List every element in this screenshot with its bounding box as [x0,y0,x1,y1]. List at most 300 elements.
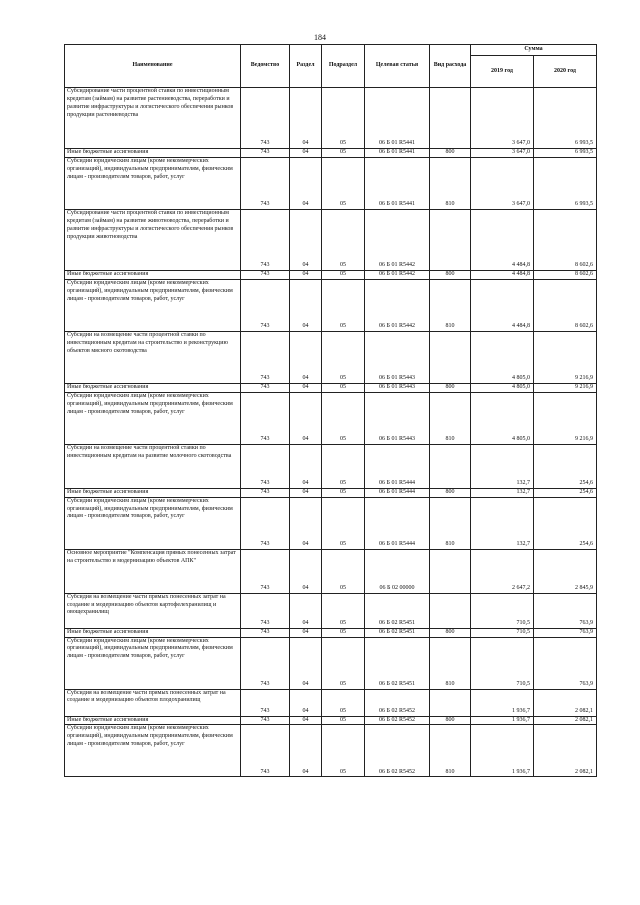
row-value-2019 [471,149,534,158]
row-target [365,488,430,497]
row-department-text: 743 [260,270,270,277]
row-target-text: 06 Б 01 R5444 [379,488,415,495]
row-section-text: 04 [302,374,309,381]
row-target [365,593,430,628]
row-value-2020 [534,444,597,488]
row-value-2020-text: 2 082,1 [575,707,593,714]
row-subsection-text: 05 [340,488,346,495]
row-name [65,637,241,689]
table-row [65,497,597,549]
row-name [65,549,241,593]
row-name [65,279,241,331]
row-value-2020-text: 6 993,5 [575,149,593,155]
table-row [65,209,597,270]
row-target-text: 06 Б 01 R5444 [379,540,415,547]
row-name-text: Иные бюджетные ассигнования [67,383,149,390]
row-section [290,149,322,158]
header-year-2020: 2020 год [534,56,597,88]
row-value-2019-text: 4 805,0 [512,383,530,390]
row-subsection-text: 05 [340,201,346,207]
row-section-text: 04 [302,619,309,626]
row-section-text: 04 [302,435,309,442]
row-value-2020-text: 6 993,5 [575,140,593,147]
header-expense-type: Вид расхода [430,45,471,88]
row-value-2019 [471,444,534,488]
row-department [241,331,290,383]
row-name-text: Иные бюджетные ассигнования [67,149,149,155]
row-name-text: Основное мероприятие "Компенсация прямых понесенных затрат на строительство и модернизацию объектов АПК" [67,549,236,564]
row-value-2019 [471,279,534,331]
row-section [290,549,322,593]
row-department [241,488,290,497]
row-expense-type-text: 800 [445,628,455,635]
row-section-text: 04 [302,584,309,591]
row-section-text: 04 [302,270,309,277]
row-value-2019-text: 710,5 [516,619,530,626]
row-target-text: 06 Б 02 R5452 [379,768,415,775]
row-name-text: Иные бюджетные ассигнования [67,716,149,723]
row-subsection [322,392,365,444]
row-expense-type-text: 800 [445,270,455,277]
table-body [65,88,597,777]
row-value-2020-text: 254,6 [579,540,593,547]
row-section-text: 04 [302,140,309,147]
row-subsection [322,444,365,488]
row-department-text: 743 [260,768,270,775]
row-value-2020-text: 254,6 [579,479,593,486]
row-target-text: 06 Б 01 R5444 [379,479,415,486]
row-expense-type [430,88,471,149]
row-target-text: 06 Б 01 R5441 [379,140,415,147]
row-value-2020-text: 8 602,6 [575,270,593,277]
row-value-2019 [471,716,534,725]
row-value-2020 [534,157,597,209]
table-row [65,689,597,716]
row-expense-type [430,331,471,383]
row-name-text: Иные бюджетные ассигнования [67,488,149,495]
row-target [365,279,430,331]
row-name-text: Субсидия на возмещение части прямых понесенных затрат на создание и модернизацию объектов плодохранилищ [67,689,226,704]
row-name [65,444,241,488]
row-value-2020-text: 763,9 [579,619,593,626]
row-expense-type [430,628,471,637]
row-department-text: 743 [260,140,270,147]
row-target-text: 06 Б 01 R5441 [379,149,415,155]
row-name [65,392,241,444]
row-department [241,628,290,637]
row-subsection-text: 05 [340,479,346,486]
row-name-text: Субсидии юридическим лицам (кроме некоммерческих организаций), индивидуальным предпринимателям, физическим лицам - производителям товаров, работ, услуг [67,279,233,302]
row-name-text: Иные бюджетные ассигнования [67,628,149,635]
row-subsection [322,149,365,158]
row-expense-type-text: 800 [445,383,455,390]
table-row [65,716,597,725]
row-department-text: 743 [260,479,270,486]
row-value-2019-text: 4 805,0 [512,435,530,442]
row-target [365,392,430,444]
row-department [241,549,290,593]
row-department [241,716,290,725]
row-subsection-text: 05 [340,262,346,268]
row-name-text: Субсидирование части процентной ставки по инвестиционным кредитам (займам) на развитие растениеводства, переработки и развитие инфраструктуры и логистического обеспечения рынков продукции растениеводства [67,88,234,118]
row-expense-type [430,488,471,497]
row-value-2020 [534,149,597,158]
row-section-text: 04 [302,383,309,390]
row-section-text: 04 [302,322,309,329]
row-value-2020 [534,270,597,279]
row-section [290,331,322,383]
row-target-text: 06 Б 02 00000 [379,584,415,591]
table-row [65,279,597,331]
row-department [241,157,290,209]
page-number: 184 [314,33,326,42]
row-value-2019-text: 4 484,8 [512,270,530,277]
row-section-text: 04 [302,262,309,268]
row-value-2020 [534,383,597,392]
table-row [65,392,597,444]
row-subsection-text: 05 [340,322,346,329]
row-subsection [322,488,365,497]
row-expense-type-text: 810 [445,201,455,207]
row-subsection-text: 05 [340,768,346,775]
row-target [365,549,430,593]
row-department-text: 743 [260,707,270,714]
row-subsection [322,689,365,716]
row-expense-type [430,149,471,158]
row-section [290,392,322,444]
row-value-2020-text: 2 082,1 [575,716,593,723]
row-value-2020 [534,689,597,716]
row-expense-type [430,392,471,444]
row-department-text: 743 [260,383,270,390]
row-department-text: 743 [260,680,270,687]
row-value-2019-text: 132,7 [516,540,530,547]
row-subsection [322,279,365,331]
row-target-text: 06 Б 01 R5443 [379,374,415,381]
row-department [241,689,290,716]
row-section [290,725,322,777]
table-row [65,331,597,383]
row-expense-type [430,593,471,628]
row-department [241,392,290,444]
row-name [65,716,241,725]
row-name [65,593,241,628]
row-subsection-text: 05 [340,707,346,714]
row-expense-type [430,383,471,392]
row-subsection-text: 05 [340,435,346,442]
row-subsection-text: 05 [340,628,346,635]
header-name: Наименование [65,45,241,88]
row-target-text: 06 Б 01 R5442 [379,270,415,277]
row-target-text: 06 Б 01 R5442 [379,322,415,329]
row-target-text: 06 Б 02 R5452 [379,707,415,714]
table-row [65,383,597,392]
row-subsection [322,209,365,270]
row-value-2019-text: 3 647,0 [512,201,530,207]
row-name-text: Субсидии на возмещение части процентной ставки по инвестиционным кредитам на развитие молочного скотоводства [67,444,232,459]
row-department-text: 743 [260,374,270,381]
row-expense-type [430,637,471,689]
row-value-2019 [471,383,534,392]
row-value-2020-text: 2 845,9 [575,584,593,591]
row-department [241,497,290,549]
row-subsection [322,497,365,549]
row-section-text: 04 [302,768,309,775]
header-target: Целевая статья [365,45,430,88]
row-value-2019-text: 1 936,7 [512,707,530,714]
row-subsection-text: 05 [340,374,346,381]
row-value-2019 [471,725,534,777]
row-target [365,88,430,149]
row-expense-type-text: 810 [445,680,455,687]
table-row [65,725,597,777]
row-section-text: 04 [302,680,309,687]
row-name-text: Субсидии юридическим лицам (кроме некоммерческих организаций), индивидуальным предпринимателям, физическим лицам - производителям товаров, работ, услуг [67,725,233,748]
row-target [365,497,430,549]
row-value-2020-text: 8 602,6 [575,322,593,329]
row-target-text: 06 Б 01 R5442 [379,262,415,268]
row-target [365,209,430,270]
row-department-text: 743 [260,619,270,626]
row-name-text: Субсидии на возмещение части процентной ставки по инвестиционным кредитам на строительство и реконструкцию объектов мясного скотоводства [67,331,228,354]
row-expense-type [430,270,471,279]
row-department-text: 743 [260,716,270,723]
row-name [65,383,241,392]
row-value-2019-text: 4 484,8 [512,262,530,268]
row-expense-type [430,444,471,488]
row-subsection-text: 05 [340,619,346,626]
row-expense-type-text: 800 [445,149,455,155]
header-subsection: Подраздел [322,45,365,88]
row-subsection [322,716,365,725]
row-subsection [322,725,365,777]
row-name [65,88,241,149]
row-value-2020-text: 9 216,9 [575,383,593,390]
row-subsection-text: 05 [340,584,346,591]
row-subsection-text: 05 [340,716,346,723]
row-value-2020 [534,392,597,444]
row-expense-type [430,725,471,777]
row-target [365,383,430,392]
row-name-text: Иные бюджетные ассигнования [67,270,149,277]
row-value-2020 [534,637,597,689]
row-name [65,331,241,383]
row-expense-type [430,549,471,593]
row-target-text: 06 Б 02 R5451 [379,680,415,687]
row-section [290,628,322,637]
row-target [365,149,430,158]
budget-table [64,44,597,777]
row-name [65,488,241,497]
row-value-2019 [471,549,534,593]
row-value-2019 [471,497,534,549]
row-value-2019-text: 3 647,0 [512,140,530,147]
row-name-text: Субсидия на возмещение части прямых понесенных затрат на создание и модернизацию объектов картофелехранилищ и овощехранилищ [67,593,226,616]
row-department-text: 743 [260,488,270,495]
row-name-text: Субсидии юридическим лицам (кроме некоммерческих организаций), индивидуальным предпринимателям, физическим лицам - производителям товаров, работ, услуг [67,392,233,415]
row-subsection [322,628,365,637]
row-value-2020 [534,209,597,270]
row-subsection [322,593,365,628]
row-value-2019-text: 132,7 [516,479,530,486]
row-department-text: 743 [260,435,270,442]
row-section-text: 04 [302,201,309,207]
row-expense-type [430,279,471,331]
row-value-2019 [471,392,534,444]
row-target-text: 06 Б 01 R5443 [379,383,415,390]
row-section-text: 04 [302,488,309,495]
row-section [290,209,322,270]
row-section-text: 04 [302,540,309,547]
row-expense-type [430,209,471,270]
row-name-text: Субсидии юридическим лицам (кроме некоммерческих организаций), индивидуальным предпринимателям, физическим лицам - производителям товаров, работ, услуг [67,497,233,520]
row-expense-type [430,689,471,716]
row-target-text: 06 Б 02 R5451 [379,628,415,635]
row-value-2020 [534,488,597,497]
row-department-text: 743 [260,628,270,635]
row-value-2019-text: 4 805,0 [512,374,530,381]
row-department [241,279,290,331]
row-section [290,383,322,392]
row-value-2019-text: 1 936,7 [512,716,530,723]
header-sum: Сумма [471,45,597,56]
row-subsection [322,549,365,593]
row-value-2020 [534,549,597,593]
row-subsection-text: 05 [340,383,346,390]
table-row [65,593,597,628]
row-department-text: 743 [260,540,270,547]
row-section [290,270,322,279]
row-value-2020 [534,279,597,331]
row-section [290,279,322,331]
row-name [65,270,241,279]
row-section [290,689,322,716]
row-value-2019 [471,689,534,716]
row-expense-type [430,716,471,725]
table-row [65,488,597,497]
row-value-2019 [471,88,534,149]
row-target-text: 06 Б 02 R5452 [379,716,415,723]
row-section [290,88,322,149]
table-row [65,149,597,158]
row-value-2019 [471,157,534,209]
row-expense-type-text: 810 [445,540,455,547]
row-value-2019 [471,637,534,689]
row-department [241,149,290,158]
row-value-2020 [534,331,597,383]
row-section-text: 04 [302,716,309,723]
row-subsection-text: 05 [340,540,346,547]
row-subsection [322,270,365,279]
row-name-text: Субсидирование части процентной ставки по инвестиционным кредитам (займам) на развитие животноводства, переработки и развитие инфраструктуры и логистического обеспечения рынков продукции животноводства [67,209,234,240]
row-target [365,716,430,725]
row-department [241,593,290,628]
row-value-2019 [471,488,534,497]
row-department-text: 743 [260,322,270,329]
row-name [65,497,241,549]
row-name [65,209,241,270]
row-value-2019-text: 1 936,7 [512,768,530,775]
table-row [65,637,597,689]
row-department-text: 743 [260,262,270,268]
row-value-2020 [534,88,597,149]
row-section [290,637,322,689]
row-value-2019-text: 710,5 [516,680,530,687]
row-expense-type [430,497,471,549]
row-value-2020-text: 254,6 [579,488,593,495]
row-value-2020-text: 6 993,5 [575,201,593,207]
row-department [241,725,290,777]
row-subsection-text: 05 [340,149,346,155]
row-department-text: 743 [260,149,270,155]
row-expense-type-text: 800 [445,488,455,495]
row-value-2020-text: 9 216,9 [575,435,593,442]
header-department: Ведомство [241,45,290,88]
row-name [65,689,241,716]
row-target-text: 06 Б 01 R5441 [379,201,415,207]
row-target [365,628,430,637]
row-target [365,689,430,716]
row-value-2019-text: 710,5 [516,628,530,635]
row-target [365,725,430,777]
row-value-2020-text: 2 082,1 [575,768,593,775]
row-name [65,725,241,777]
row-expense-type-text: 810 [445,768,455,775]
row-value-2019-text: 3 647,0 [512,149,530,155]
row-expense-type-text: 810 [445,435,455,442]
row-section-text: 04 [302,628,309,635]
row-value-2019 [471,270,534,279]
row-target [365,157,430,209]
row-section [290,497,322,549]
row-value-2019 [471,628,534,637]
row-value-2019-text: 132,7 [516,488,530,495]
header-year-2019: 2019 год [471,56,534,88]
row-name [65,149,241,158]
table-row [65,628,597,637]
row-expense-type-text: 810 [445,322,455,329]
row-target [365,270,430,279]
row-target [365,637,430,689]
row-value-2020-text: 763,9 [579,680,593,687]
row-department [241,270,290,279]
row-section-text: 04 [302,149,309,155]
row-subsection-text: 05 [340,270,346,277]
row-value-2019-text: 2 647,2 [512,584,530,591]
row-section [290,157,322,209]
row-department [241,88,290,149]
row-expense-type-text: 800 [445,716,455,723]
table-row [65,270,597,279]
row-target [365,331,430,383]
row-value-2019 [471,593,534,628]
row-subsection [322,637,365,689]
table-row [65,157,597,209]
row-subsection [322,331,365,383]
row-subsection [322,383,365,392]
row-section [290,593,322,628]
header-section: Раздел [290,45,322,88]
row-subsection [322,88,365,149]
row-department [241,209,290,270]
row-subsection [322,157,365,209]
row-name [65,628,241,637]
row-target-text: 06 Б 02 R5451 [379,619,415,626]
row-section [290,488,322,497]
row-department-text: 743 [260,584,270,591]
row-section-text: 04 [302,479,309,486]
row-section [290,716,322,725]
